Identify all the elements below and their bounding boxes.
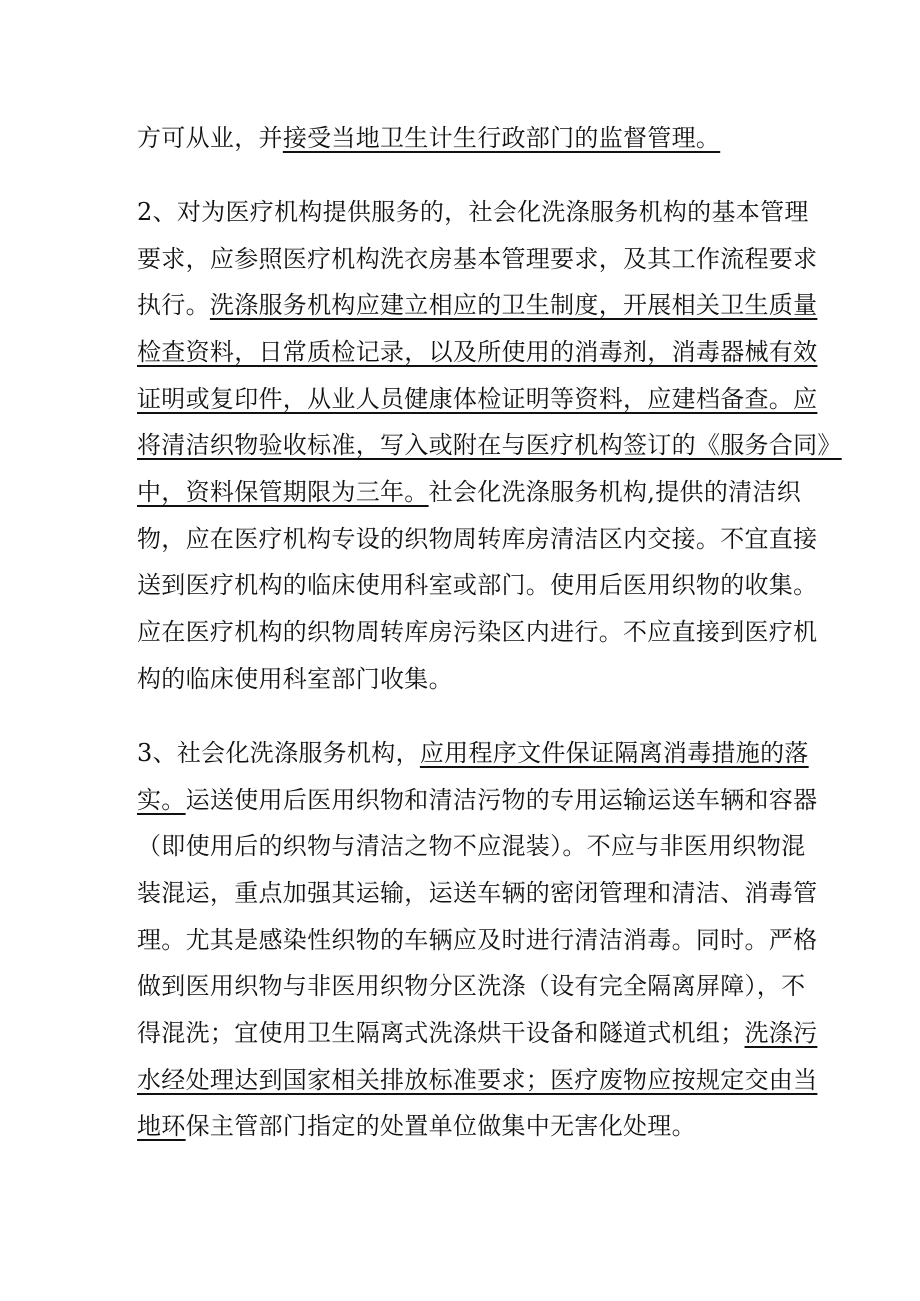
- text-line: 2、对为医疗机构提供服务的，社会化洗涤服务机构的基本管理: [137, 198, 809, 226]
- text-line: 做到医用织物与非医用织物分区洗涤（设有完全隔离屏障），不: [137, 972, 806, 1000]
- text-line: 要求，应参照医疗机构洗衣房基本管理要求，及其工作流程要求: [137, 245, 818, 273]
- text-line: 实。运送使用后医用织物和清洁污物的专用运输运送车辆和容器: [137, 786, 818, 814]
- underlined-text: 实。: [137, 786, 186, 814]
- text-line: 装混运，重点加强其运输，运送车辆的密闭管理和清洁、消毒管: [137, 879, 818, 907]
- text-line: 构的临床使用科室部门收集。: [137, 665, 453, 693]
- underlined-text: 中，资料保管期限为三年。: [137, 478, 429, 506]
- text-line: 中，资料保管期限为三年。社会化洗涤服务机构,提供的清洁织: [137, 478, 802, 506]
- underlined-text: 检查资料，日常质检记录，以及所使用的消毒剂，消毒器械有效: [137, 338, 818, 366]
- underlined-text: 洗涤污: [744, 1019, 818, 1047]
- text-line: 方可从业，并接受当地卫生计生行政部门的监督管理。: [137, 124, 721, 152]
- text-line: 送到医疗机构的临床使用科室或部门。使用后医用织物的收集。: [137, 571, 818, 599]
- text-line: 执行。洗涤服务机构应建立相应的卫生制度，开展相关卫生质量: [137, 291, 818, 319]
- text-line: 得混洗；宜使用卫生隔离式洗涤烘干设备和隧道式机组；洗涤污: [137, 1019, 818, 1047]
- text-line: （即使用后的织物与清洁之物不应混装）。不应与非医用织物混: [137, 832, 806, 860]
- text-line: [137, 430, 842, 460]
- text-line: 物，应在医疗机构专设的织物周转库房清洁区内交接。不宜直接: [137, 525, 818, 553]
- text-line: [137, 337, 817, 367]
- underlined-text: 水经处理达到国家相关排放标准要求；医疗废物应按规定交由当: [137, 1066, 818, 1094]
- underlined-text: 地环: [137, 1112, 186, 1140]
- text-line: [137, 384, 817, 414]
- text-line: 地环保主管部门指定的处置单位做集中无害化处理。: [137, 1112, 696, 1140]
- underlined-text: 洗涤服务机构应建立相应的卫生制度，开展相关卫生质量: [209, 291, 818, 319]
- text-line: 理。尤其是感染性织物的车辆应及时进行清洁消毒。同时。严格: [137, 926, 818, 954]
- underlined-text: 证明或复印件，从业人员健康体检证明等资料，应建档备查。应: [137, 385, 818, 413]
- underlined-text: 将清洁织物验收标准，写入或附在与医疗机构签订的《服务合同》: [137, 431, 842, 459]
- text-line: 应在医疗机构的织物周转库房污染区内进行。不应直接到医疗机: [137, 618, 818, 646]
- text-line: [137, 1065, 817, 1095]
- underlined-text: 应用程序文件保证隔离消毒措施的落: [419, 739, 809, 767]
- underlined-text: 接受当地卫生计生行政部门的监督管理。: [282, 124, 721, 152]
- text-line: 3、社会化洗涤服务机构，应用程序文件保证隔离消毒措施的落: [137, 739, 809, 767]
